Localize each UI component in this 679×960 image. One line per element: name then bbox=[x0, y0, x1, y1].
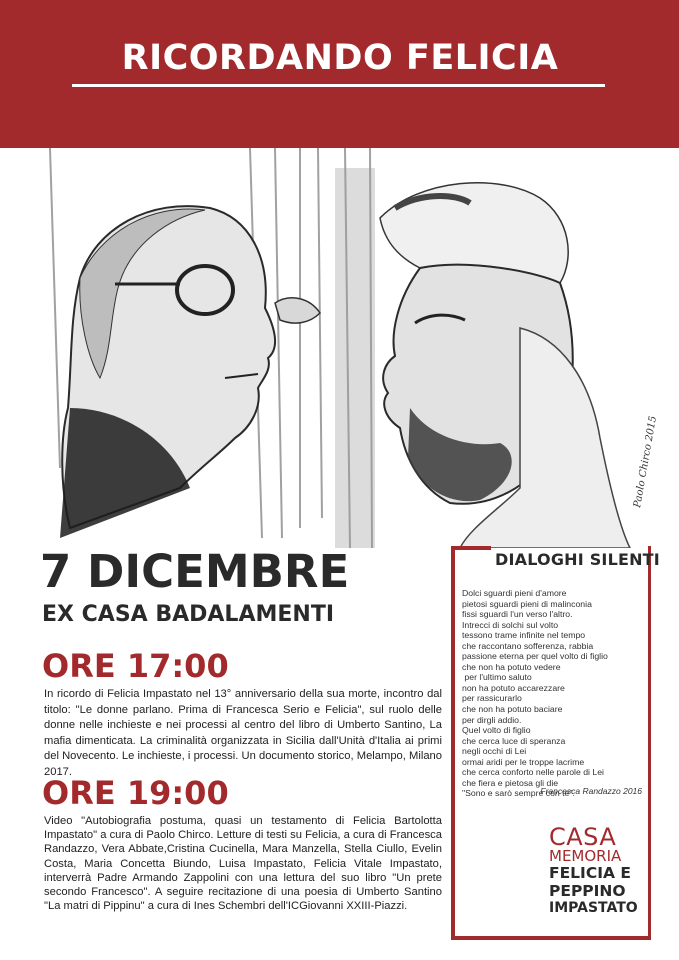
poem-line: che cerca conforto nelle parole di Lei bbox=[462, 767, 604, 778]
portrait-illustration bbox=[0, 108, 679, 548]
page-title: RICORDANDO FELICIA bbox=[121, 38, 559, 78]
logo-line: CASA bbox=[549, 823, 617, 851]
poem-title: DIALOGHI SILENTI bbox=[495, 550, 660, 569]
logo-line: IMPASTATO bbox=[549, 900, 638, 916]
artist-signature: Paolo Chirco 2015 bbox=[632, 415, 660, 509]
poem-line: ormai aridi per le troppe lacrime bbox=[462, 756, 585, 767]
session-description-1: In ricordo di Felicia Impastato nel 13° anniversario della sua morte, incontro dal titolo: "Le donne parlano. Prima di Francesca Serio e Felicia", sul ruolo delle donne nelle inchieste e nei processi al centro del libro di Umberto Santino, La mafia dimenticata. La criminalità organizzata in Sicilia dall'Unità d'Italia ai primi del Novecento. Le inchieste, i processi. Un documento storico, Melampo, Milano 2017. bbox=[44, 688, 442, 778]
poem-line: pietosi sguardi pieni di malinconia bbox=[462, 598, 592, 609]
poem-line: che non ha potuto baciare bbox=[462, 704, 563, 715]
poem-line: tessono trame infinite nel tempo bbox=[462, 630, 586, 641]
poem-line: che fiera e pietosa gli die bbox=[462, 777, 559, 788]
session-time-2: ORE 19:00 bbox=[42, 774, 229, 812]
poem-line: non ha potuto accarezzare bbox=[462, 682, 565, 693]
session-description-2: Video "Autobiografia postuma, quasi un testamento di Felicia Bartolotta Impastato" a cura di Paolo Chirco. Letture di testi su Felicia, a cura di Francesca Randazzo, Vera Abbate,Cristina Cucinella, Mara Manzella, Stella Ciullo, Evelin Costa, Maria Concetta Biundo, Luisa Impastato, Felicia Vitale Impastato, interverrà Padre Armando Zappolini con una lettura del suo libro "Un prete secondo Francesco". A seguire recitazione di una poesia di Umberto Santino "La matri di Pippinu" a cura di Ines Schembri dell'ICGiovanni XXIII-Piazzi. bbox=[44, 815, 442, 913]
logo-line: PEPPINO bbox=[549, 882, 626, 900]
poem-line: per rassicurarlo bbox=[462, 693, 522, 704]
poem-line: per l'ultimo saluto bbox=[462, 672, 532, 683]
casa-memoria-logo bbox=[549, 823, 649, 917]
poem-line: che non ha potuto vedere bbox=[462, 661, 561, 672]
poem-line: fissi sguardi l'un verso l'altro. bbox=[462, 609, 573, 620]
title-underline bbox=[72, 84, 605, 87]
poem-line: che raccontano sofferenza, rabbia bbox=[462, 640, 594, 651]
poem-line: "Sono e sarò sempre con te". bbox=[462, 788, 575, 799]
event-venue: EX CASA BADALAMENTI bbox=[42, 602, 335, 627]
session-time-1: ORE 17:00 bbox=[42, 647, 229, 685]
poem-line: Quel volto di figlio bbox=[462, 725, 531, 736]
poem-line: per dirgli addio. bbox=[462, 714, 522, 725]
event-date: 7 DICEMBRE bbox=[40, 545, 350, 598]
logo-line: FELICIA E bbox=[549, 864, 631, 882]
poem-text bbox=[462, 588, 648, 799]
poem-line: che cerca luce di speranza bbox=[462, 735, 566, 746]
poem-line: Intrecci di solchi sul volto bbox=[462, 619, 559, 630]
poem-line: Dolci sguardi pieni d'amore bbox=[462, 588, 567, 598]
poem-box-top-accent bbox=[451, 546, 491, 550]
poem-line: negli occhi di Lei bbox=[462, 746, 527, 757]
poem-author: Francesca Randazzo 2016 bbox=[540, 786, 642, 796]
logo-line: MEMORIA bbox=[549, 847, 622, 865]
poem-line: passione eterna per quel volto di figlio bbox=[462, 651, 608, 662]
